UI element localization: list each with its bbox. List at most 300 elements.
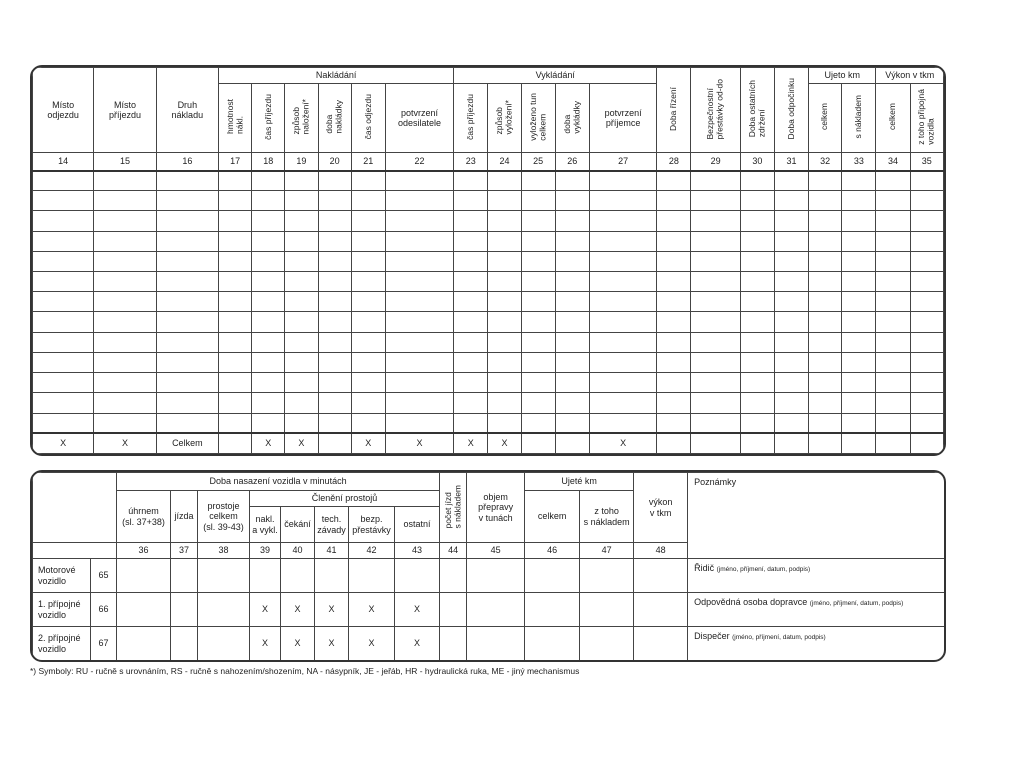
- trip-cell[interactable]: [218, 211, 251, 231]
- trip-cell[interactable]: [774, 312, 808, 332]
- trip-cell[interactable]: [876, 393, 910, 413]
- trip-cell[interactable]: [657, 332, 691, 352]
- trip-cell[interactable]: [218, 292, 251, 312]
- trip-cell[interactable]: [876, 272, 910, 292]
- trip-cell[interactable]: [774, 373, 808, 393]
- total-cell[interactable]: [910, 433, 943, 453]
- trip-cell[interactable]: [521, 231, 555, 251]
- trip-cell[interactable]: [876, 191, 910, 211]
- total-cell[interactable]: [555, 433, 589, 453]
- trip-cell[interactable]: [318, 292, 351, 312]
- trip-cell[interactable]: [218, 231, 251, 251]
- trip-cell[interactable]: [842, 231, 876, 251]
- trip-cell[interactable]: [385, 231, 453, 251]
- trip-cell[interactable]: [555, 211, 589, 231]
- trip-cell[interactable]: [589, 292, 656, 312]
- trip-cell[interactable]: [589, 231, 656, 251]
- trip-cell[interactable]: [33, 231, 94, 251]
- trip-cell[interactable]: [657, 251, 691, 271]
- trip-cell[interactable]: [285, 332, 318, 352]
- trip-cell[interactable]: [555, 393, 589, 413]
- trip-cell[interactable]: [252, 231, 285, 251]
- trip-cell[interactable]: [488, 251, 521, 271]
- trip-cell[interactable]: [657, 393, 691, 413]
- trip-cell[interactable]: [94, 393, 156, 413]
- trip-cell[interactable]: [876, 413, 910, 433]
- trip-cell[interactable]: [318, 312, 351, 332]
- trip-cell[interactable]: [318, 231, 351, 251]
- trip-cell[interactable]: [657, 211, 691, 231]
- trip-cell[interactable]: [842, 292, 876, 312]
- trip-cell[interactable]: [774, 191, 808, 211]
- trip-cell[interactable]: [94, 373, 156, 393]
- trip-cell[interactable]: [774, 211, 808, 231]
- trip-cell[interactable]: [454, 312, 488, 332]
- usage-cell[interactable]: [198, 559, 250, 593]
- trip-cell[interactable]: [318, 191, 351, 211]
- trip-cell[interactable]: [809, 373, 842, 393]
- trip-cell[interactable]: [94, 211, 156, 231]
- trip-cell[interactable]: [218, 171, 251, 191]
- trip-cell[interactable]: [774, 272, 808, 292]
- usage-cell[interactable]: [467, 627, 525, 661]
- trip-cell[interactable]: [33, 352, 94, 372]
- trip-cell[interactable]: [351, 292, 385, 312]
- usage-cell[interactable]: [580, 559, 634, 593]
- trip-cell[interactable]: [691, 373, 740, 393]
- trip-cell[interactable]: [285, 211, 318, 231]
- trip-cell[interactable]: [351, 251, 385, 271]
- trip-cell[interactable]: [809, 211, 842, 231]
- trip-cell[interactable]: [488, 191, 521, 211]
- trip-cell[interactable]: [385, 373, 453, 393]
- trip-cell[interactable]: [809, 332, 842, 352]
- trip-cell[interactable]: [521, 211, 555, 231]
- trip-cell[interactable]: [218, 373, 251, 393]
- trip-cell[interactable]: [156, 171, 218, 191]
- trip-cell[interactable]: [809, 292, 842, 312]
- trip-cell[interactable]: [252, 191, 285, 211]
- trip-cell[interactable]: [555, 413, 589, 433]
- trip-cell[interactable]: [351, 191, 385, 211]
- trip-cell[interactable]: [33, 211, 94, 231]
- trip-cell[interactable]: [809, 171, 842, 191]
- trip-cell[interactable]: [657, 413, 691, 433]
- trip-cell[interactable]: [385, 332, 453, 352]
- trip-cell[interactable]: [285, 251, 318, 271]
- trip-cell[interactable]: [842, 171, 876, 191]
- trip-cell[interactable]: [454, 191, 488, 211]
- trip-cell[interactable]: [454, 272, 488, 292]
- trip-cell[interactable]: [691, 191, 740, 211]
- trip-cell[interactable]: [156, 231, 218, 251]
- trip-cell[interactable]: [285, 352, 318, 372]
- trip-cell[interactable]: [252, 272, 285, 292]
- trip-cell[interactable]: [351, 211, 385, 231]
- trip-cell[interactable]: [33, 171, 94, 191]
- trip-cell[interactable]: [809, 393, 842, 413]
- trip-cell[interactable]: [218, 393, 251, 413]
- trip-cell[interactable]: [33, 251, 94, 271]
- trip-cell[interactable]: [657, 231, 691, 251]
- trip-cell[interactable]: [910, 373, 943, 393]
- trip-cell[interactable]: [94, 191, 156, 211]
- trip-cell[interactable]: [94, 413, 156, 433]
- trip-cell[interactable]: [876, 251, 910, 271]
- total-cell[interactable]: [691, 433, 740, 453]
- trip-cell[interactable]: [809, 191, 842, 211]
- trip-cell[interactable]: [351, 373, 385, 393]
- trip-cell[interactable]: [252, 251, 285, 271]
- trip-cell[interactable]: [910, 251, 943, 271]
- total-cell[interactable]: [809, 433, 842, 453]
- trip-cell[interactable]: [589, 413, 656, 433]
- trip-cell[interactable]: [488, 332, 521, 352]
- trip-cell[interactable]: [842, 352, 876, 372]
- trip-cell[interactable]: [488, 393, 521, 413]
- trip-cell[interactable]: [910, 292, 943, 312]
- trip-cell[interactable]: [774, 332, 808, 352]
- trip-cell[interactable]: [740, 231, 774, 251]
- trip-cell[interactable]: [156, 211, 218, 231]
- trip-cell[interactable]: [252, 352, 285, 372]
- trip-cell[interactable]: [774, 292, 808, 312]
- trip-cell[interactable]: [774, 352, 808, 372]
- total-cell[interactable]: [774, 433, 808, 453]
- trip-cell[interactable]: [33, 272, 94, 292]
- trip-cell[interactable]: [33, 292, 94, 312]
- trip-cell[interactable]: [910, 393, 943, 413]
- trip-cell[interactable]: [454, 211, 488, 231]
- trip-cell[interactable]: [740, 251, 774, 271]
- trip-cell[interactable]: [488, 211, 521, 231]
- trip-cell[interactable]: [589, 191, 656, 211]
- trip-cell[interactable]: [740, 191, 774, 211]
- usage-cell[interactable]: [634, 593, 688, 627]
- trip-cell[interactable]: [488, 413, 521, 433]
- trip-cell[interactable]: [910, 272, 943, 292]
- total-cell[interactable]: [218, 433, 251, 453]
- trip-cell[interactable]: [454, 292, 488, 312]
- usage-cell[interactable]: [250, 559, 281, 593]
- trip-cell[interactable]: [454, 231, 488, 251]
- usage-cell[interactable]: [440, 559, 467, 593]
- trip-cell[interactable]: [691, 413, 740, 433]
- trip-cell[interactable]: [385, 251, 453, 271]
- usage-cell[interactable]: [467, 559, 525, 593]
- usage-cell[interactable]: [525, 559, 580, 593]
- usage-cell[interactable]: [395, 559, 440, 593]
- trip-cell[interactable]: [691, 332, 740, 352]
- trip-cell[interactable]: [156, 332, 218, 352]
- trip-cell[interactable]: [691, 231, 740, 251]
- trip-cell[interactable]: [842, 373, 876, 393]
- trip-cell[interactable]: [842, 272, 876, 292]
- trip-cell[interactable]: [33, 191, 94, 211]
- trip-cell[interactable]: [774, 413, 808, 433]
- trip-cell[interactable]: [94, 292, 156, 312]
- trip-cell[interactable]: [285, 413, 318, 433]
- trip-cell[interactable]: [521, 272, 555, 292]
- total-cell[interactable]: [318, 433, 351, 453]
- trip-cell[interactable]: [218, 312, 251, 332]
- trip-cell[interactable]: [385, 312, 453, 332]
- trip-cell[interactable]: [589, 352, 656, 372]
- trip-cell[interactable]: [910, 413, 943, 433]
- trip-cell[interactable]: [218, 272, 251, 292]
- trip-cell[interactable]: [521, 393, 555, 413]
- trip-cell[interactable]: [657, 312, 691, 332]
- trip-cell[interactable]: [521, 312, 555, 332]
- trip-cell[interactable]: [385, 352, 453, 372]
- total-cell[interactable]: [657, 433, 691, 453]
- trip-cell[interactable]: [740, 373, 774, 393]
- trip-cell[interactable]: [876, 231, 910, 251]
- trip-cell[interactable]: [94, 171, 156, 191]
- trip-cell[interactable]: [910, 352, 943, 372]
- trip-cell[interactable]: [385, 191, 453, 211]
- trip-cell[interactable]: [809, 352, 842, 372]
- usage-cell[interactable]: [440, 627, 467, 661]
- trip-cell[interactable]: [318, 393, 351, 413]
- ridic-signature[interactable]: [688, 559, 945, 593]
- trip-cell[interactable]: [488, 272, 521, 292]
- trip-cell[interactable]: [385, 272, 453, 292]
- trip-cell[interactable]: [521, 191, 555, 211]
- usage-cell[interactable]: [580, 627, 634, 661]
- trip-cell[interactable]: [318, 171, 351, 191]
- usage-cell[interactable]: [525, 593, 580, 627]
- trip-cell[interactable]: [33, 312, 94, 332]
- trip-cell[interactable]: [842, 332, 876, 352]
- trip-cell[interactable]: [94, 231, 156, 251]
- trip-cell[interactable]: [252, 211, 285, 231]
- trip-cell[interactable]: [809, 272, 842, 292]
- trip-cell[interactable]: [740, 312, 774, 332]
- trip-cell[interactable]: [876, 292, 910, 312]
- trip-cell[interactable]: [285, 272, 318, 292]
- trip-cell[interactable]: [454, 171, 488, 191]
- usage-cell[interactable]: [525, 627, 580, 661]
- trip-cell[interactable]: [842, 211, 876, 231]
- trip-cell[interactable]: [385, 413, 453, 433]
- usage-cell[interactable]: [634, 627, 688, 661]
- trip-cell[interactable]: [318, 373, 351, 393]
- trip-cell[interactable]: [285, 312, 318, 332]
- trip-cell[interactable]: [657, 272, 691, 292]
- trip-cell[interactable]: [285, 292, 318, 312]
- trip-cell[interactable]: [740, 171, 774, 191]
- trip-cell[interactable]: [521, 413, 555, 433]
- trip-cell[interactable]: [589, 272, 656, 292]
- trip-cell[interactable]: [156, 251, 218, 271]
- trip-cell[interactable]: [318, 251, 351, 271]
- trip-cell[interactable]: [521, 332, 555, 352]
- trip-cell[interactable]: [910, 312, 943, 332]
- trip-cell[interactable]: [589, 251, 656, 271]
- trip-cell[interactable]: [657, 373, 691, 393]
- total-cell[interactable]: [876, 433, 910, 453]
- trip-cell[interactable]: [488, 373, 521, 393]
- trip-cell[interactable]: [589, 373, 656, 393]
- trip-cell[interactable]: [252, 171, 285, 191]
- trip-cell[interactable]: [33, 373, 94, 393]
- trip-cell[interactable]: [876, 373, 910, 393]
- trip-cell[interactable]: [156, 191, 218, 211]
- trip-cell[interactable]: [156, 373, 218, 393]
- trip-cell[interactable]: [657, 171, 691, 191]
- trip-cell[interactable]: [657, 292, 691, 312]
- trip-cell[interactable]: [218, 191, 251, 211]
- total-cell[interactable]: [842, 433, 876, 453]
- trip-cell[interactable]: [33, 413, 94, 433]
- usage-cell[interactable]: [171, 559, 198, 593]
- trip-cell[interactable]: [910, 231, 943, 251]
- trip-cell[interactable]: [589, 393, 656, 413]
- trip-cell[interactable]: [94, 251, 156, 271]
- odpovedna-osoba-signature[interactable]: [688, 593, 945, 627]
- trip-cell[interactable]: [252, 292, 285, 312]
- trip-cell[interactable]: [33, 393, 94, 413]
- total-cell[interactable]: [521, 433, 555, 453]
- trip-cell[interactable]: [691, 251, 740, 271]
- trip-cell[interactable]: [555, 171, 589, 191]
- trip-cell[interactable]: [589, 312, 656, 332]
- trip-cell[interactable]: [774, 171, 808, 191]
- trip-cell[interactable]: [218, 352, 251, 372]
- trip-cell[interactable]: [351, 312, 385, 332]
- usage-cell[interactable]: [634, 559, 688, 593]
- trip-cell[interactable]: [555, 352, 589, 372]
- usage-cell[interactable]: [281, 559, 315, 593]
- trip-cell[interactable]: [774, 251, 808, 271]
- trip-cell[interactable]: [842, 393, 876, 413]
- trip-cell[interactable]: [740, 393, 774, 413]
- trip-cell[interactable]: [318, 413, 351, 433]
- trip-cell[interactable]: [318, 211, 351, 231]
- trip-cell[interactable]: [555, 312, 589, 332]
- trip-cell[interactable]: [285, 171, 318, 191]
- trip-cell[interactable]: [94, 272, 156, 292]
- usage-cell[interactable]: [198, 627, 250, 661]
- trip-cell[interactable]: [156, 292, 218, 312]
- trip-cell[interactable]: [842, 251, 876, 271]
- trip-cell[interactable]: [555, 373, 589, 393]
- trip-cell[interactable]: [691, 352, 740, 372]
- trip-cell[interactable]: [876, 171, 910, 191]
- trip-cell[interactable]: [910, 171, 943, 191]
- trip-cell[interactable]: [657, 191, 691, 211]
- usage-cell[interactable]: [440, 593, 467, 627]
- trip-cell[interactable]: [488, 352, 521, 372]
- trip-cell[interactable]: [252, 312, 285, 332]
- trip-cell[interactable]: [318, 352, 351, 372]
- trip-cell[interactable]: [774, 231, 808, 251]
- trip-cell[interactable]: [218, 332, 251, 352]
- trip-cell[interactable]: [285, 373, 318, 393]
- trip-cell[interactable]: [740, 292, 774, 312]
- trip-cell[interactable]: [94, 352, 156, 372]
- trip-cell[interactable]: [351, 171, 385, 191]
- trip-cell[interactable]: [252, 373, 285, 393]
- trip-cell[interactable]: [740, 272, 774, 292]
- usage-cell[interactable]: [171, 593, 198, 627]
- trip-cell[interactable]: [691, 393, 740, 413]
- trip-cell[interactable]: [285, 393, 318, 413]
- trip-cell[interactable]: [385, 292, 453, 312]
- poznamky-box[interactable]: [688, 473, 945, 559]
- trip-cell[interactable]: [351, 231, 385, 251]
- trip-cell[interactable]: [454, 393, 488, 413]
- trip-cell[interactable]: [691, 171, 740, 191]
- trip-cell[interactable]: [691, 292, 740, 312]
- trip-cell[interactable]: [521, 292, 555, 312]
- trip-cell[interactable]: [555, 332, 589, 352]
- trip-cell[interactable]: [33, 332, 94, 352]
- usage-cell[interactable]: [467, 593, 525, 627]
- trip-cell[interactable]: [488, 312, 521, 332]
- trip-cell[interactable]: [555, 272, 589, 292]
- trip-cell[interactable]: [589, 332, 656, 352]
- trip-cell[interactable]: [876, 211, 910, 231]
- trip-cell[interactable]: [156, 393, 218, 413]
- trip-cell[interactable]: [555, 292, 589, 312]
- usage-cell[interactable]: [349, 559, 395, 593]
- trip-cell[interactable]: [351, 332, 385, 352]
- trip-cell[interactable]: [385, 171, 453, 191]
- trip-cell[interactable]: [156, 352, 218, 372]
- trip-cell[interactable]: [657, 352, 691, 372]
- trip-cell[interactable]: [809, 251, 842, 271]
- trip-cell[interactable]: [454, 251, 488, 271]
- trip-cell[interactable]: [809, 413, 842, 433]
- trip-cell[interactable]: [691, 272, 740, 292]
- trip-cell[interactable]: [488, 171, 521, 191]
- usage-cell[interactable]: [198, 593, 250, 627]
- trip-cell[interactable]: [555, 231, 589, 251]
- trip-cell[interactable]: [318, 272, 351, 292]
- trip-cell[interactable]: [385, 393, 453, 413]
- trip-cell[interactable]: [740, 413, 774, 433]
- trip-cell[interactable]: [454, 373, 488, 393]
- trip-cell[interactable]: [94, 312, 156, 332]
- dispecer-signature[interactable]: [688, 627, 945, 661]
- trip-cell[interactable]: [521, 352, 555, 372]
- total-cell[interactable]: [740, 433, 774, 453]
- trip-cell[interactable]: [252, 332, 285, 352]
- trip-cell[interactable]: [842, 191, 876, 211]
- trip-cell[interactable]: [740, 352, 774, 372]
- usage-cell[interactable]: [171, 627, 198, 661]
- trip-cell[interactable]: [318, 332, 351, 352]
- trip-cell[interactable]: [156, 272, 218, 292]
- trip-cell[interactable]: [351, 413, 385, 433]
- trip-cell[interactable]: [774, 393, 808, 413]
- trip-cell[interactable]: [691, 211, 740, 231]
- usage-cell[interactable]: [117, 627, 171, 661]
- trip-cell[interactable]: [740, 211, 774, 231]
- usage-cell[interactable]: [117, 593, 171, 627]
- trip-cell[interactable]: [454, 352, 488, 372]
- trip-cell[interactable]: [454, 413, 488, 433]
- trip-cell[interactable]: [385, 211, 453, 231]
- trip-cell[interactable]: [218, 413, 251, 433]
- trip-cell[interactable]: [252, 413, 285, 433]
- usage-cell[interactable]: [315, 559, 349, 593]
- trip-cell[interactable]: [488, 231, 521, 251]
- trip-cell[interactable]: [488, 292, 521, 312]
- usage-cell[interactable]: [580, 593, 634, 627]
